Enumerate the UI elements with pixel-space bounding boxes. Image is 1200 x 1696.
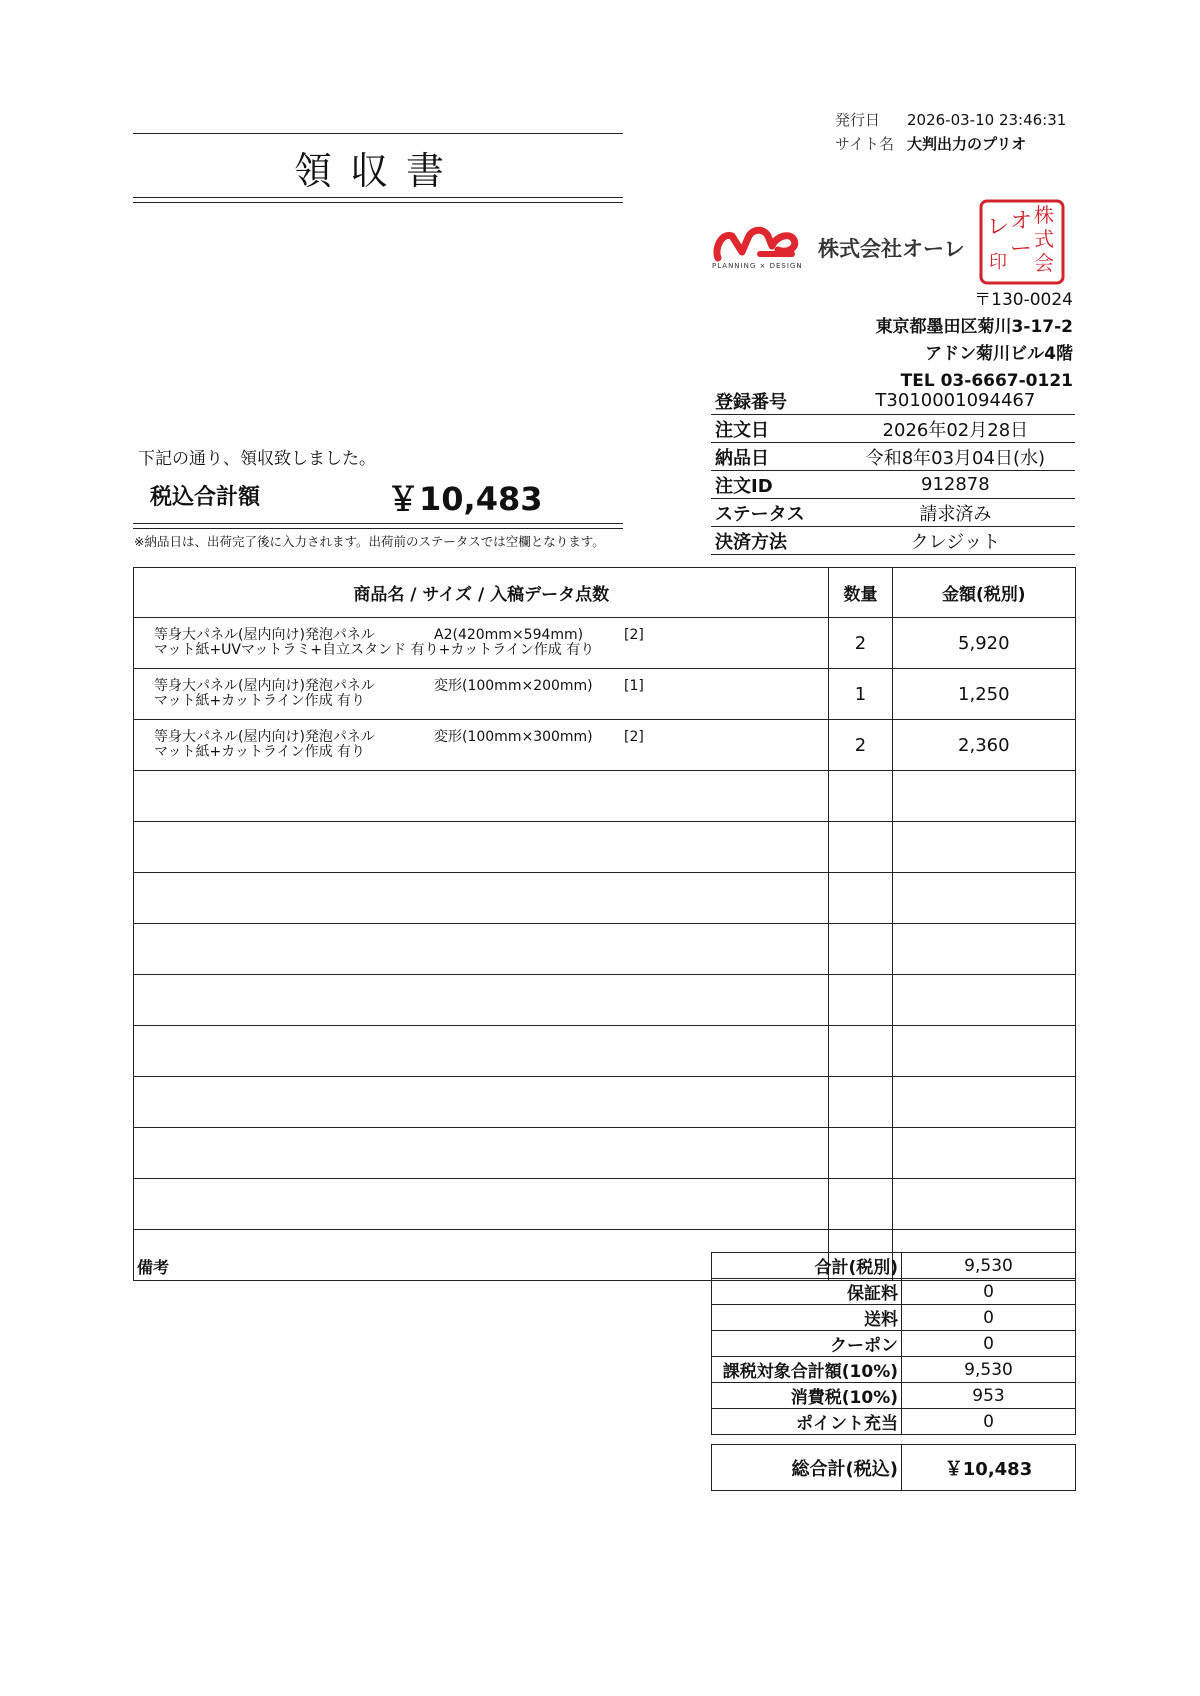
- totals-label: 保証料: [712, 1279, 902, 1305]
- item-options: マット紙+UVマットラミ+自立スタンド 有り+カットライン作成 有り: [154, 642, 595, 658]
- info-row: [711, 387, 1075, 415]
- totals-label: クーポン: [712, 1331, 902, 1357]
- grand-total-label: 総合計(税込): [712, 1445, 902, 1491]
- company-address: [876, 287, 1073, 395]
- total-rule-1: [133, 523, 623, 524]
- svg-text:レ: レ: [986, 215, 1010, 240]
- header-amount: 金額(税別): [892, 568, 1075, 618]
- title-rule-top: [133, 133, 623, 134]
- svg-text:印: 印: [989, 252, 1007, 273]
- empty-row: [134, 1026, 1076, 1077]
- empty-row: [134, 822, 1076, 873]
- item-description: [134, 669, 829, 720]
- totals-table: [711, 1252, 1076, 1435]
- total-label: 税込合計額: [150, 485, 261, 510]
- svg-text:株: 株: [1034, 203, 1054, 227]
- empty-row: [134, 873, 1076, 924]
- info-value: 912878: [836, 471, 1075, 499]
- info-value: 請求済み: [836, 499, 1075, 527]
- info-value: 令和8年03月04日(水): [836, 443, 1075, 471]
- totals-row: [712, 1357, 1076, 1383]
- total-amount: ￥10,483: [387, 480, 543, 518]
- empty-row: [134, 1128, 1076, 1179]
- item-quantity: 1: [829, 669, 892, 720]
- totals-value: 9,530: [902, 1357, 1076, 1383]
- title-rule-bottom-1: [133, 197, 623, 198]
- info-value: T3010001094467: [836, 387, 1075, 415]
- totals-row: [712, 1383, 1076, 1409]
- info-row: [711, 471, 1075, 499]
- totals-row: [712, 1331, 1076, 1357]
- item-description: [134, 618, 829, 669]
- totals-label: 消費税(10%): [712, 1383, 902, 1409]
- item-size: 変形(100mm×300mm): [434, 729, 593, 745]
- logo-caption: PLANNING × DESIGN: [712, 262, 803, 270]
- totals-value: 9,530: [902, 1253, 1076, 1279]
- item-options: マット紙+カットライン作成 有り: [154, 744, 366, 760]
- info-label: 注文日: [711, 415, 836, 443]
- svg-text:式: 式: [1034, 227, 1054, 251]
- info-label: 登録番号: [711, 387, 836, 415]
- items-header-row: [134, 568, 1076, 618]
- table-row: [134, 720, 1076, 771]
- issue-date-label: 発行日: [835, 111, 881, 129]
- order-info-table: [711, 387, 1075, 555]
- document-title: 領収書: [293, 149, 462, 193]
- empty-row: [134, 1179, 1076, 1230]
- item-amount: 2,360: [892, 720, 1075, 771]
- item-size: A2(420mm×594mm): [434, 627, 584, 643]
- totals-value: 0: [902, 1279, 1076, 1305]
- totals-value: 0: [902, 1331, 1076, 1357]
- totals-row: [712, 1279, 1076, 1305]
- info-row: [711, 443, 1075, 471]
- header-quantity: 数量: [829, 568, 892, 618]
- info-row: [711, 415, 1075, 443]
- totals-row: [712, 1305, 1076, 1331]
- table-row: [134, 669, 1076, 720]
- empty-row: [134, 924, 1076, 975]
- totals-value: 0: [902, 1305, 1076, 1331]
- item-data-count: [2]: [624, 627, 644, 643]
- item-name: 等身大パネル(屋内向け)発泡パネル: [154, 627, 375, 643]
- table-row: [134, 618, 1076, 669]
- info-label: 注文ID: [711, 471, 836, 499]
- svg-text:ー: ー: [1009, 237, 1033, 262]
- totals-label: ポイント充当: [712, 1409, 902, 1435]
- grand-total-row: [712, 1445, 1076, 1491]
- item-data-count: [1]: [624, 678, 644, 694]
- issue-info: [835, 108, 1066, 156]
- total-rule-2: [133, 528, 623, 529]
- info-label: 納品日: [711, 443, 836, 471]
- item-options: マット紙+カットライン作成 有り: [154, 693, 366, 709]
- svg-text:オ: オ: [1009, 209, 1033, 234]
- info-value: 2026年02月28日: [836, 415, 1075, 443]
- totals-row: [712, 1409, 1076, 1435]
- header-description: 商品名 / サイズ / 入稿データ点数: [134, 568, 829, 618]
- items-table: [133, 567, 1076, 1281]
- address-line-2: アドン菊川ビル4階: [925, 344, 1073, 364]
- title-rule-bottom-2: [133, 202, 623, 203]
- info-value: クレジット: [836, 527, 1075, 555]
- info-label: ステータス: [711, 499, 836, 527]
- item-quantity: 2: [829, 720, 892, 771]
- grand-total-table: [711, 1444, 1076, 1491]
- item-data-count: [2]: [624, 729, 644, 745]
- info-label: 決済方法: [711, 527, 836, 555]
- empty-row: [134, 771, 1076, 822]
- info-row: [711, 527, 1075, 555]
- company-seal-icon: [978, 198, 1066, 286]
- totals-label: 送料: [712, 1305, 902, 1331]
- postal-code: 〒130-0024: [974, 290, 1073, 310]
- item-amount: 5,920: [892, 618, 1075, 669]
- item-size: 変形(100mm×200mm): [434, 678, 593, 694]
- site-name-value: 大判出力のプリオ: [907, 135, 1027, 153]
- address-line-1: 東京都墨田区菊川3-17-2: [875, 317, 1073, 337]
- totals-row: [712, 1253, 1076, 1279]
- receipt-statement: 下記の通り、領収致しました。: [138, 449, 376, 469]
- info-row: [711, 499, 1075, 527]
- grand-total-value: ￥10,483: [902, 1445, 1076, 1491]
- totals-label: 合計(税別): [712, 1253, 902, 1279]
- delivery-note: ※納品日は、出荷完了後に入力されます。出荷前のステータスでは空欄となります。: [134, 534, 605, 549]
- item-name: 等身大パネル(屋内向け)発泡パネル: [154, 729, 375, 745]
- totals-value: 0: [902, 1409, 1076, 1435]
- totals-label: 課税対象合計額(10%): [712, 1357, 902, 1383]
- empty-row: [134, 975, 1076, 1026]
- item-description: [134, 720, 829, 771]
- remarks-label: 備考: [137, 1258, 170, 1277]
- company-name: 株式会社オーレ: [818, 237, 965, 261]
- totals-value: 953: [902, 1383, 1076, 1409]
- telephone: TEL 03-6667-0121: [900, 371, 1073, 391]
- item-amount: 1,250: [892, 669, 1075, 720]
- site-name-label: サイト名: [835, 135, 894, 153]
- issue-date-value: 2026-03-10 23:46:31: [907, 111, 1067, 129]
- empty-row: [134, 1077, 1076, 1128]
- svg-text:会: 会: [1034, 251, 1054, 275]
- item-name: 等身大パネル(屋内向け)発泡パネル: [154, 678, 375, 694]
- item-quantity: 2: [829, 618, 892, 669]
